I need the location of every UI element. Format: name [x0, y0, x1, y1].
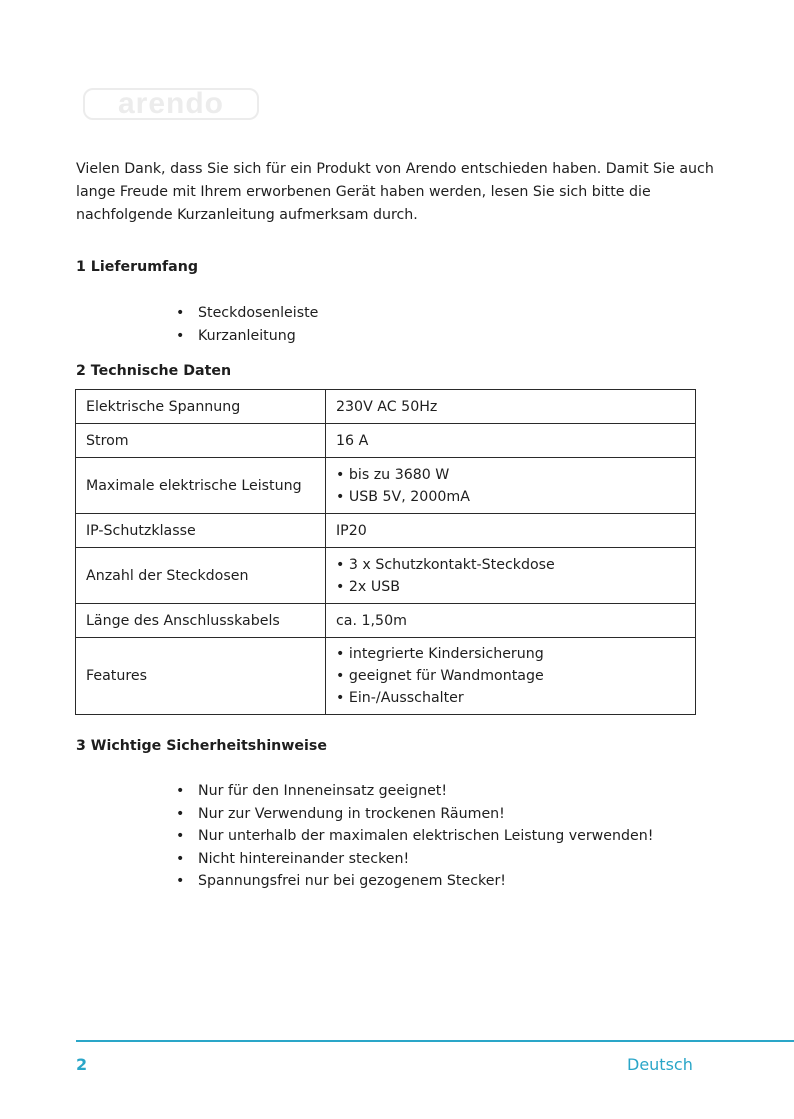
- value-list: [336, 554, 685, 598]
- table-value: 16 A: [326, 424, 696, 458]
- table-key: Elektrische Spannung: [76, 390, 326, 424]
- table-key: Länge des Anschlusskabels: [76, 604, 326, 638]
- table-row: [76, 458, 696, 514]
- table-row: [76, 514, 696, 548]
- table-key: Strom: [76, 424, 326, 458]
- sicherheitshinweise-list: [176, 780, 653, 893]
- section-heading-lieferumfang: 1 Lieferumfang: [76, 259, 199, 275]
- intro-paragraph: Vielen Dank, dass Sie sich für ein Produkt von Arendo entschieden haben. Damit Sie auch lange Freude mit Ihrem erworbenen Gerät haben werden, lesen Sie sich bitte die nachfolgende Kurzanleitung aufmerksam durch.: [76, 161, 714, 223]
- table-row: [76, 424, 696, 458]
- list-item: • Kurzanleitung: [176, 325, 318, 348]
- list-item: • Nicht hintereinander stecken!: [176, 848, 653, 871]
- value-list-item: • Ein-/Ausschalter: [336, 687, 685, 709]
- table-value: [326, 548, 696, 604]
- value-list-item: • 3 x Schutzkontakt-Steckdose: [336, 554, 685, 576]
- table-value: [326, 458, 696, 514]
- table-row: [76, 548, 696, 604]
- value-list-item: • bis zu 3680 W: [336, 464, 685, 486]
- logo-text: arendo: [117, 87, 225, 120]
- lieferumfang-list: [176, 302, 318, 347]
- table-key: IP-Schutzklasse: [76, 514, 326, 548]
- value-list-item: • integrierte Kindersicherung: [336, 643, 685, 665]
- table-value: [326, 638, 696, 715]
- technical-data-table: [75, 389, 696, 715]
- list-item: • Nur zur Verwendung in trockenen Räumen!: [176, 803, 653, 826]
- list-item: • Steckdosenleiste: [176, 302, 318, 325]
- arendo-logo: [83, 86, 259, 122]
- table-value: 230V AC 50Hz: [326, 390, 696, 424]
- footer-divider: [76, 1040, 794, 1042]
- footer-language: Deutsch: [627, 1055, 693, 1074]
- table-row: [76, 638, 696, 715]
- list-item: • Spannungsfrei nur bei gezogenem Stecker!: [176, 870, 653, 893]
- table-value: IP20: [326, 514, 696, 548]
- page-number: 2: [76, 1055, 88, 1074]
- list-item: • Nur für den Inneneinsatz geeignet!: [176, 780, 653, 803]
- table-row: [76, 390, 696, 424]
- section-heading-technische-daten: 2 Technische Daten: [76, 363, 232, 379]
- table-row: [76, 604, 696, 638]
- value-list: [336, 464, 685, 508]
- value-list-item: • USB 5V, 2000mA: [336, 486, 685, 508]
- list-item: • Nur unterhalb der maximalen elektrischen Leistung verwenden!: [176, 825, 653, 848]
- value-list: [336, 643, 685, 709]
- table-value: ca. 1,50m: [326, 604, 696, 638]
- table-key: Features: [76, 638, 326, 715]
- section-heading-sicherheitshinweise: 3 Wichtige Sicherheitshinweise: [76, 738, 327, 754]
- table-key: Anzahl der Steckdosen: [76, 548, 326, 604]
- table-key: Maximale elektrische Leistung: [76, 458, 326, 514]
- value-list-item: • 2x USB: [336, 576, 685, 598]
- value-list-item: • geeignet für Wandmontage: [336, 665, 685, 687]
